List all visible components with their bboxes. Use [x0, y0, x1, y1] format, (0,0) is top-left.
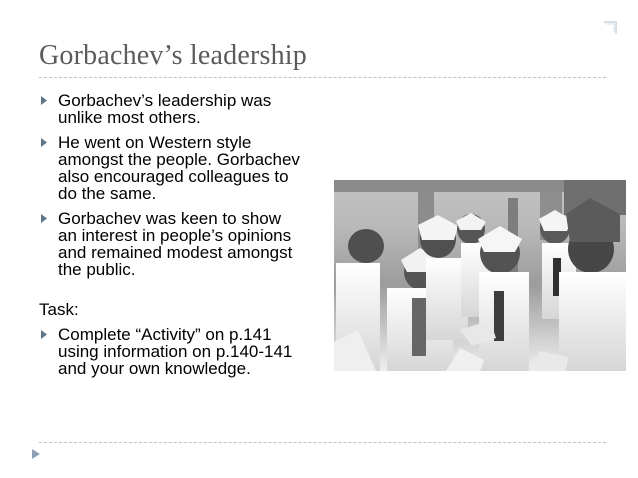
bullet-text: He went on Western style amongst the people. Gorbachev also encouraged colleagues to do the same.: [58, 133, 300, 203]
triangle-right-icon: [31, 448, 41, 460]
footer-divider: [39, 442, 606, 443]
task-label: Task:: [39, 300, 79, 319]
content-block: [39, 92, 335, 385]
bullet-item: [39, 134, 335, 202]
triangle-right-icon: [40, 95, 48, 106]
triangle-right-icon: [40, 137, 48, 148]
page-title: Gorbachev’s leadership: [39, 40, 307, 71]
corner-ornament-icon: [600, 18, 620, 38]
bullet-item: [39, 92, 335, 126]
triangle-right-icon: [40, 213, 48, 224]
task-bullet-item: [39, 326, 335, 377]
triangle-right-icon: [40, 329, 48, 340]
title-divider: [39, 77, 606, 78]
bullet-text: Gorbachev’s leadership was unlike most others.: [58, 91, 272, 127]
historical-photo: [334, 180, 626, 371]
bullet-item: [39, 210, 335, 278]
task-bullet-text: Complete “Activity” on p.141 using information on p.140-141 and your own knowledge.: [58, 325, 293, 378]
bullet-text: Gorbachev was keen to show an interest in people’s opinions and remained modest amongst the public.: [58, 209, 293, 279]
